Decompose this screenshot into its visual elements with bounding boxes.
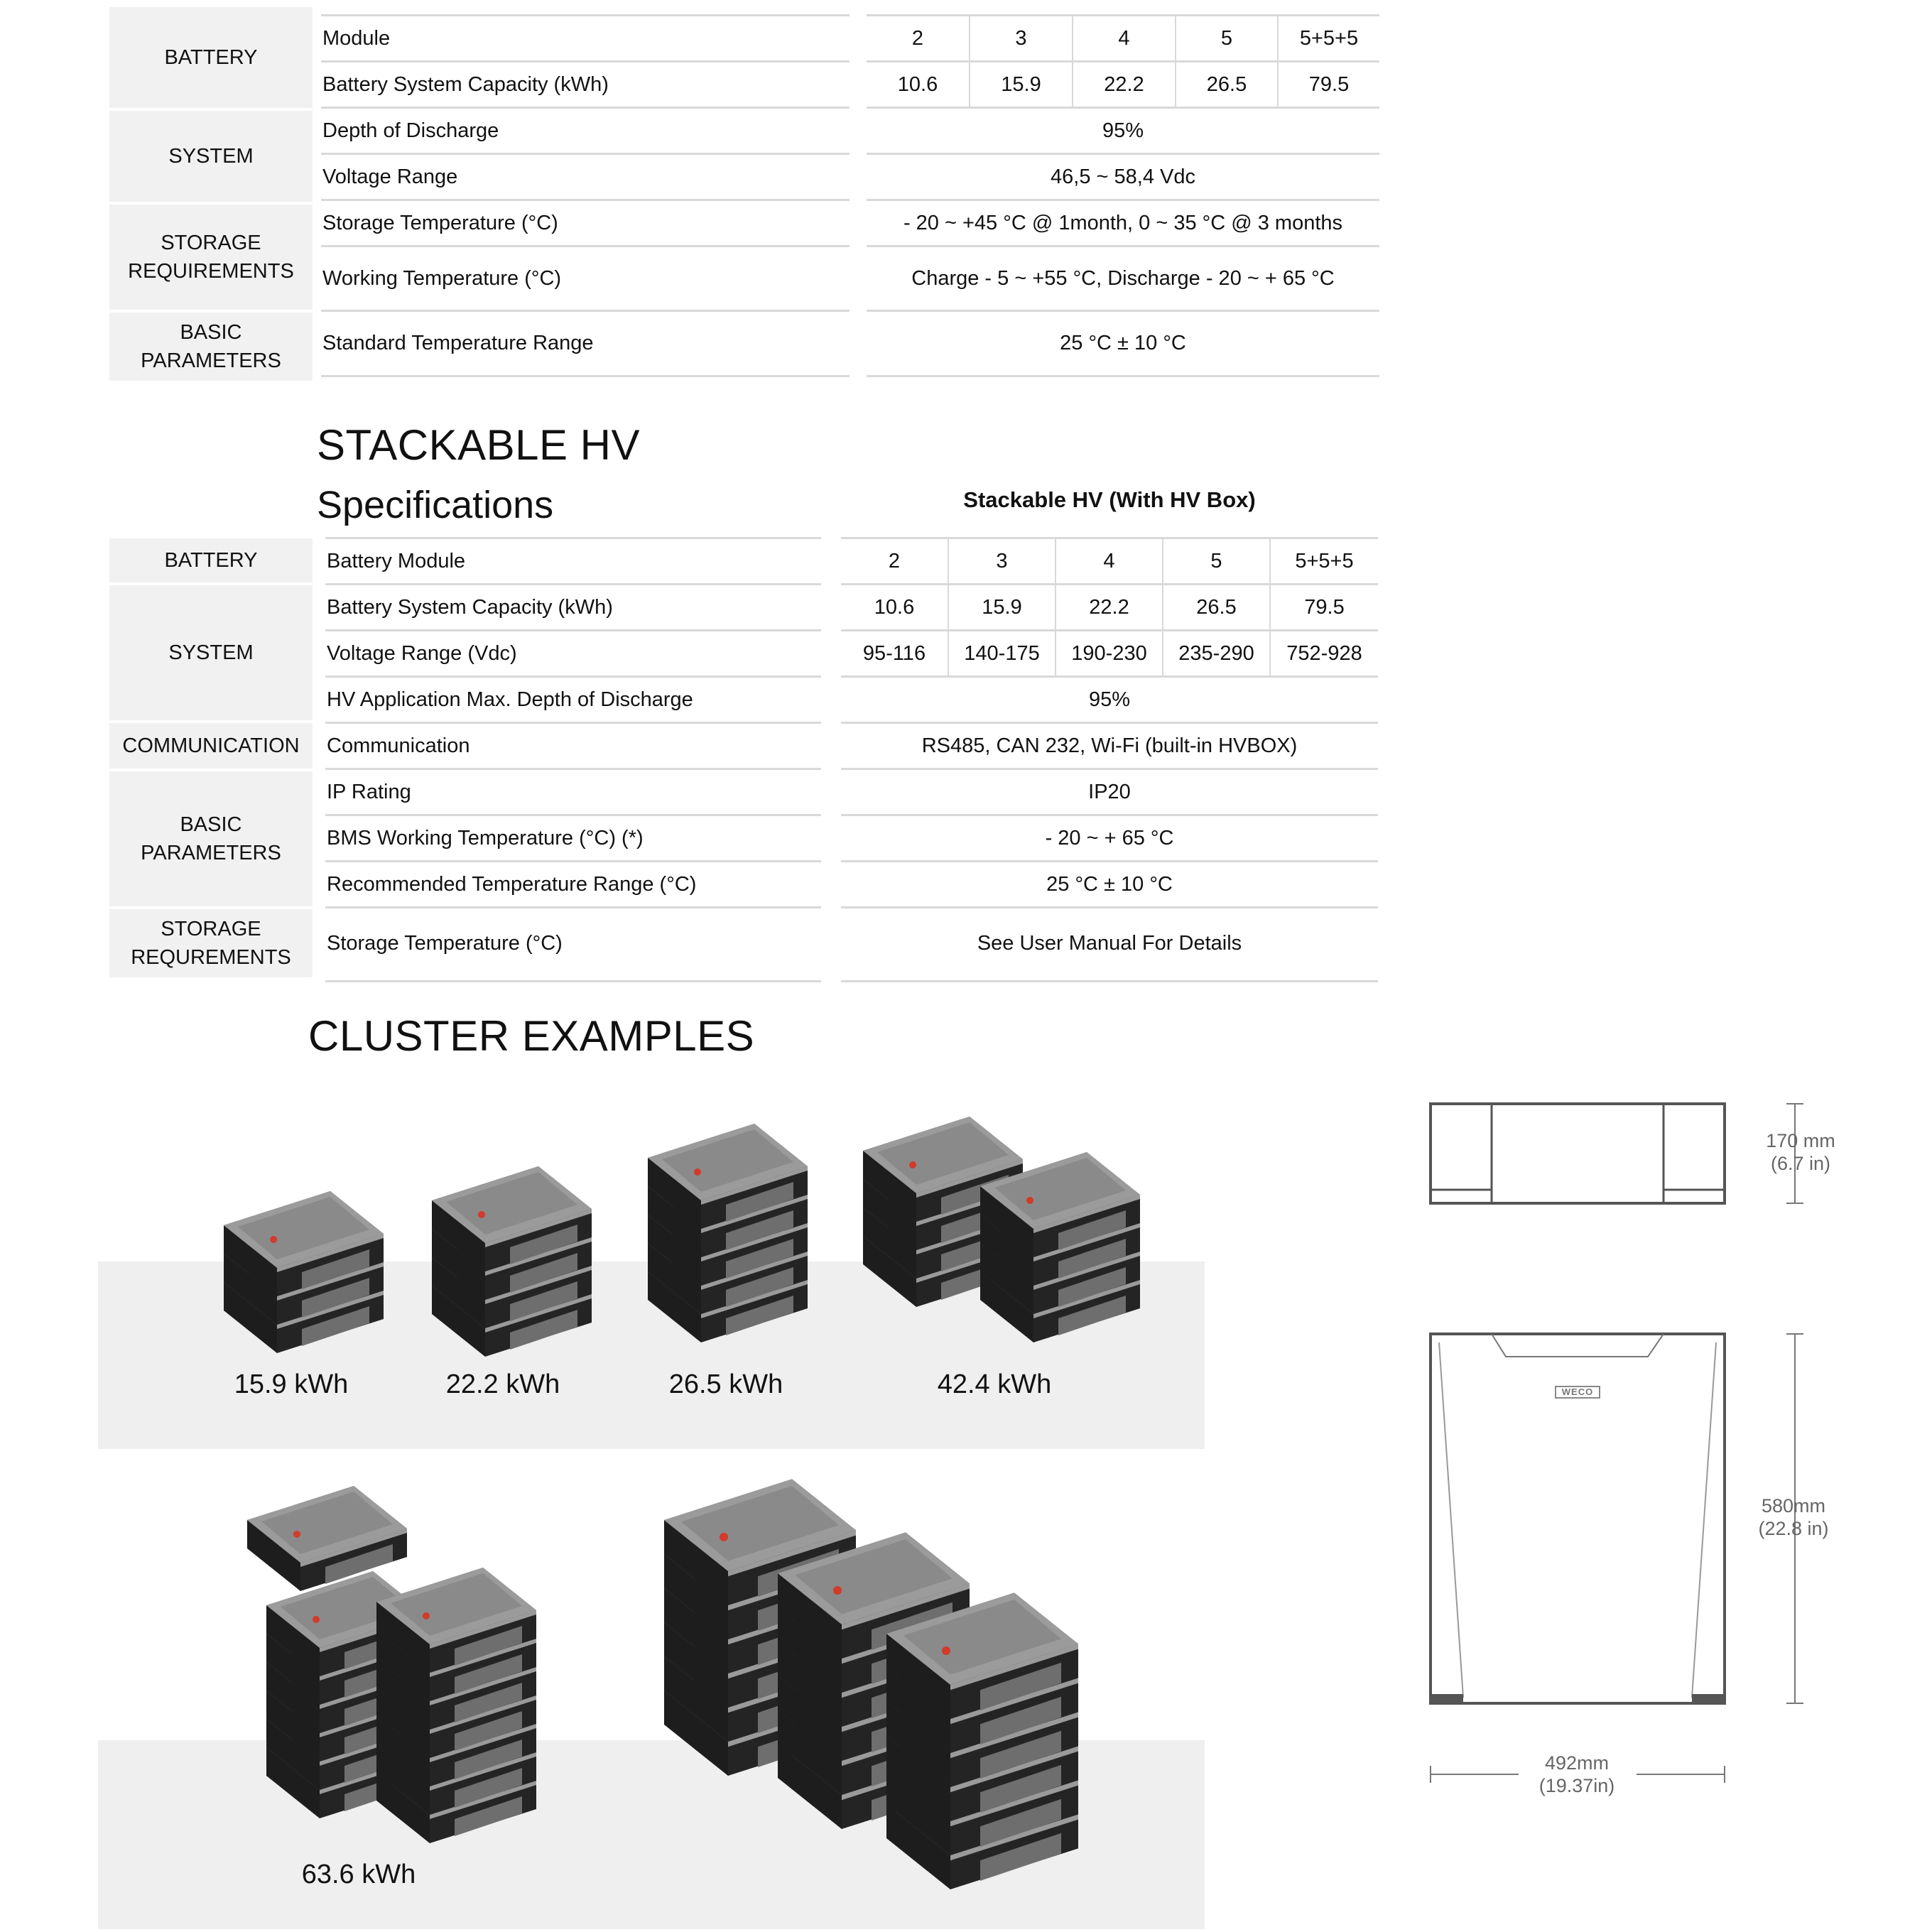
cell: 5 [1210,550,1222,572]
row-label-rec-temp: Recommended Temperature Range (°C) [327,873,697,896]
dimension-height-front: 580mm (22.8 in) [1758,1495,1829,1539]
cell: 3 [996,550,1008,572]
cell: - 20 ~ + 65 °C [1045,827,1174,850]
cell: 5+5+5 [1295,550,1354,572]
cell: 190-230 [1071,642,1147,665]
cell: 4 [1103,550,1115,572]
cell: 26.5 [1196,596,1237,619]
cell: See User Manual For Details [977,932,1242,955]
cell: 10.6 [897,73,938,96]
cluster-label: 42.4 kWh [937,1369,1052,1399]
cluster-label: 22.2 kWh [445,1369,560,1399]
row-label-std-temp: Standard Temperature Range [322,332,594,354]
cell: 79.5 [1304,596,1345,619]
cell: 22.2 [1104,73,1144,96]
top-view-outline [1431,1104,1725,1203]
cell: 95% [1102,119,1144,142]
row-label-bms-temp: BMS Working Temperature (°C) (*) [327,827,644,850]
cell: 95% [1088,688,1131,711]
cell: 15.9 [982,596,1022,619]
cell: 140-175 [964,642,1040,665]
dimension-height-top: 170 mm (6.7 in) [1766,1130,1835,1174]
dimension-width: 492mm (19.37in) [1538,1752,1615,1796]
row-label-storage-temp: Storage Temperature (°C) [327,932,563,955]
category-storage-requirements: STORAGE REQUREMENTS [109,909,313,977]
cell: 235-290 [1178,642,1254,665]
cell: IP20 [1088,781,1131,803]
cluster-label: 15.9 kWh [234,1369,349,1399]
cluster-label: 26.5 kWh [668,1369,783,1399]
row-label-communication: Communication [327,734,470,757]
cluster-63-6-lid [247,1486,407,1591]
category-communication: COMMUNICATION [109,723,313,769]
cell: 2 [888,550,901,572]
category-basic-parameters: BASIC PARAMETERS [109,313,313,381]
category-battery: BATTERY [109,7,313,108]
row-label-voltage: Voltage Range (Vdc) [327,642,517,665]
cluster-large-3 [886,1592,1078,1889]
cell: - 20 ~ +45 °C @ 1month, 0 ~ 35 °C @ 3 months [903,212,1343,234]
row-label-ip-rating: IP Rating [327,781,411,803]
row-label-dod: Depth of Discharge [322,119,499,142]
cell: RS485, CAN 232, Wi-Fi (built-in HVBOX) [921,734,1298,757]
cell: 15.9 [1001,73,1041,96]
cluster-42-4-front [980,1152,1140,1342]
row-label-module: Module [322,27,391,50]
specifications-heading: Specifications [317,484,554,526]
cluster-26-5 [648,1124,808,1342]
row-label-battery-module: Battery Module [327,550,466,572]
cell: 25 °C ± 10 °C [1060,332,1186,354]
row-label-voltage: Voltage Range [322,165,458,188]
category-system: SYSTEM [109,585,313,720]
cluster-63-6-right [376,1568,536,1843]
cell: 25 °C ± 10 °C [1046,873,1173,896]
row-label-capacity: Battery System Capacity (kWh) [327,596,613,619]
cell: 2 [911,27,924,50]
cell: 95-116 [862,642,926,665]
cluster-label: 63.6 kWh [301,1860,416,1889]
cell: 3 [1015,27,1027,50]
cell: 752-928 [1286,642,1362,665]
column-heading-stackable-hv: Stackable HV (With HV Box) [963,487,1256,512]
cell: 5+5+5 [1299,27,1359,50]
brand-logo: WECO [1561,1386,1594,1397]
cluster-22-2 [432,1166,592,1357]
category-battery: BATTERY [109,538,313,582]
row-label-capacity: Battery System Capacity (kWh) [322,73,609,96]
row-label-dod: HV Application Max. Depth of Discharge [327,688,693,711]
cell: 4 [1118,27,1130,50]
cell: 79.5 [1308,73,1350,96]
cell: 5 [1220,27,1233,50]
category-basic-parameters: BASIC PARAMETERS [109,771,313,906]
cell: 46,5 ~ 58,4 Vdc [1051,165,1195,188]
row-label-storage-temp: Storage Temperature (°C) [322,212,558,234]
category-storage-requirements: STORAGE REQUIREMENTS [109,205,313,310]
cell: Charge - 5 ~ +55 °C, Discharge - 20 ~ + 65 °C [911,267,1335,290]
category-system: SYSTEM [109,111,313,202]
cell: 22.2 [1089,596,1129,619]
cell: 10.6 [874,596,915,619]
section-title-stackable-hv: STACKABLE HV [317,421,641,469]
cell: 26.5 [1206,73,1247,96]
dimension-drawing [1413,1087,1882,1818]
cluster-15-9 [224,1191,384,1353]
section-title-cluster-examples: CLUSTER EXAMPLES [308,1012,755,1060]
row-label-working-temp: Working Temperature (°C) [322,267,562,290]
